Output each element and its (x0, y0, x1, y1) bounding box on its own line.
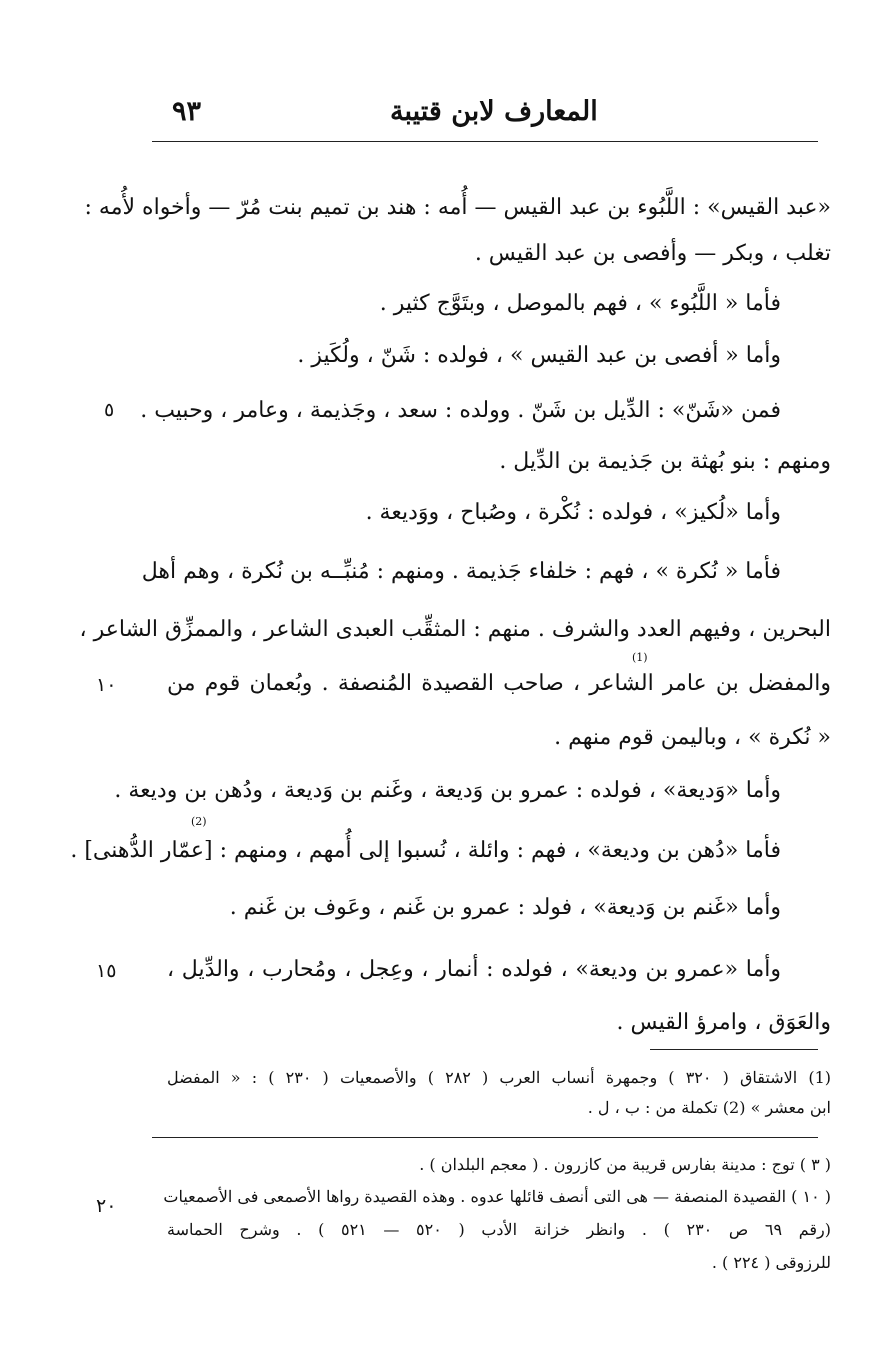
margin-line-number-10: ١٠ (96, 674, 117, 696)
body-line-6: ومنهم : بنو بُهثة بن جَذيمة بن الدِّيل . (499, 449, 831, 474)
body-line-12: وأما «وَديعة» ، فولده : عمرو بن وَديعة ، وغَنم بن وَديعة ، ودُهن بن وديعة . (114, 778, 781, 803)
note-mark-2: (2) (191, 815, 207, 828)
body-line-15: وأما «عمرو بن وديعة» ، فولده : أنمار ، وعِجل ، ومُحارب ، والدِّيل ، (167, 957, 781, 982)
body-line-5: فمن «شَنّ» : الدِّيل بن شَنّ . وولده : سعد ، وجَذيمة ، وعامر ، وحبيب . (140, 398, 781, 423)
page-number: ٩٣ (172, 96, 202, 127)
running-title: المعارف لابن قتيبة (390, 96, 598, 127)
footnote-b-line-4: للرزوقى ( ٢٢٤ ) . (711, 1253, 831, 1272)
footnote-b-line-1: ( ٣ ) توج : مدينة بفارس قريبة من كازرون . ( معجم البلدان ) . (419, 1155, 831, 1174)
note-mark-1: (1) (632, 651, 648, 664)
footnote-rule-short (650, 1049, 818, 1050)
body-line-8: فأما « نُكرة » ، فهم : خلفاء جَذيمة . ومنهم : مُنبِّــه بن نُكرة ، وهم أهل (141, 559, 781, 584)
body-line-13: فأما «دُهن بن وديعة» ، فهم : وائلة ، نُسبوا إلى أُمهم ، ومنهم : [عمّار الدُّهنى] . (70, 838, 781, 863)
header-rule (152, 141, 818, 142)
page-header (150, 96, 830, 136)
margin-line-number-20: ٢٠ (96, 1195, 117, 1217)
body-line-7: وأما «لُكيز» ، فولده : نُكْرة ، وصُباح ، ووَديعة . (365, 500, 781, 525)
margin-line-number-15: ١٥ (96, 960, 117, 982)
body-line-14: وأما «غَنم بن وَديعة» ، فولد : عمرو بن غَنم ، وعَوف بن غَنم . (229, 895, 781, 920)
body-line-3: فأما « اللَّبُوء » ، فهم بالموصل ، وبتَوَّج كثير . (379, 291, 781, 316)
body-line-1: «عبد القيس» : اللَّبُوء بن عبد القيس — أُمه : هند بن تميم بنت مُرّ — وأخواه لأُمه : (84, 195, 831, 220)
body-line-11: « نُكرة » ، وباليمن قوم منهم . (554, 725, 831, 750)
body-line-2: تغلب ، وبكر — وأفصى بن عبد القيس . (474, 241, 831, 266)
body-line-9: البحرين ، وفيهم العدد والشرف . منهم : المثقِّب العبدى الشاعر ، والممزِّق الشاعر ، (79, 617, 831, 642)
body-line-16: والعَوَق ، وامرؤ القيس . (616, 1010, 831, 1035)
margin-line-number-5: ٥ (104, 399, 115, 421)
footnote-b-line-3: (رقم ٦٩ ص ٢٣٠ ) . وانظر خزانة الأدب ( ٥٢٠ — ٥٢١ ) . وشرح الحماسة (167, 1220, 831, 1239)
footnote-b-line-2: ( ١٠ ) القصيدة المنصفة — هى التى أنصف قائلها عدوه . وهذه القصيدة رواها الأصمعى فى الأصمعيات (163, 1187, 831, 1206)
body-line-10: والمفضل بن عامر الشاعر ، صاحب القصيدة المُنصفة . وبُعمان قوم من (167, 671, 832, 696)
footnote-a-line-2: ابن معشر » (2) تكملة من : ب ، ل . (587, 1098, 831, 1117)
footnote-a-line-1: (1) الاشتقاق ( ٣٢٠ ) وجمهرة أنساب العرب ( ٢٨٢ ) والأصمعيات ( ٢٣٠ ) : « المفضل (167, 1068, 831, 1087)
footnote-rule-long (152, 1137, 818, 1138)
body-line-4: وأما « أفصى بن عبد القيس » ، فولده : شَنّ ، ولُكَيز . (297, 343, 781, 368)
